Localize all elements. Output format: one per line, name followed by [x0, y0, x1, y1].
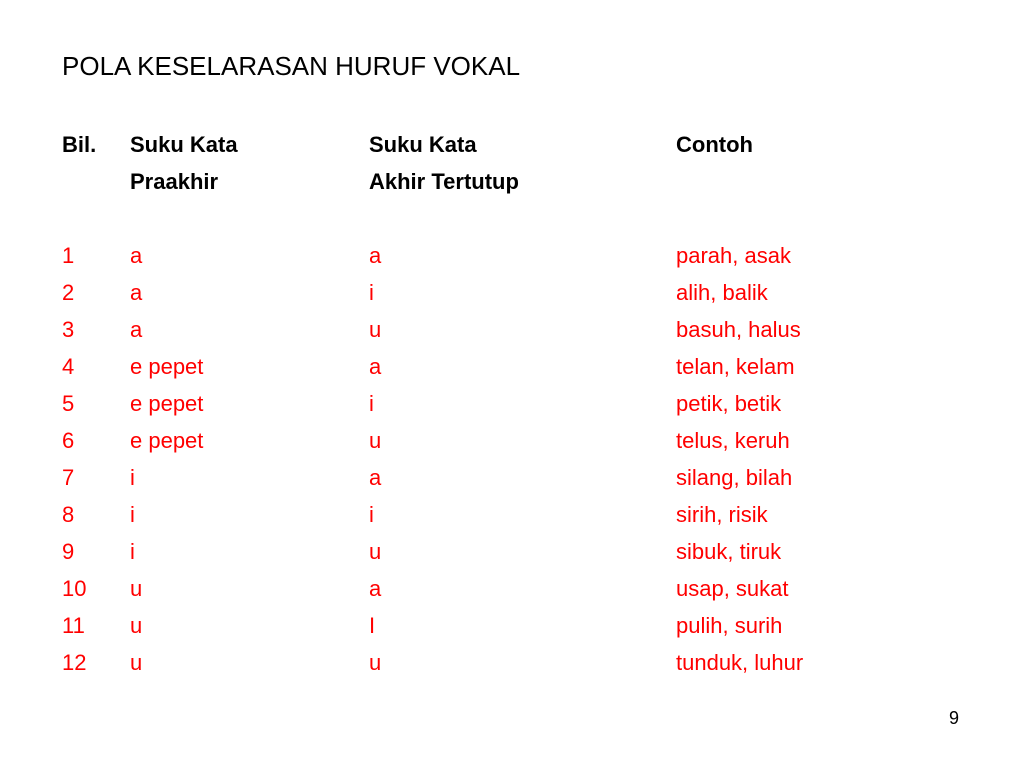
row-praakhir: i [130, 539, 135, 564]
row-number: 12 [62, 650, 87, 675]
row-contoh: pulih, surih [676, 613, 783, 638]
row-number: 3 [62, 317, 75, 342]
table-row [0, 426, 1024, 456]
table-row [0, 500, 1024, 530]
row-number: 5 [62, 391, 75, 416]
row-number: 1 [62, 243, 75, 268]
row-contoh: telus, keruh [676, 428, 790, 453]
row-contoh: tunduk, luhur [676, 650, 804, 675]
row-akhir: u [369, 317, 382, 342]
header-suku-kata-akhir-1: Suku Kata [369, 132, 477, 157]
row-praakhir: e pepet [130, 391, 204, 416]
row-contoh: usap, sukat [676, 576, 789, 601]
row-number: 9 [62, 539, 75, 564]
row-praakhir: i [130, 502, 135, 527]
row-akhir: a [369, 465, 382, 490]
page-number: 9 [949, 708, 960, 728]
row-akhir: a [369, 576, 382, 601]
row-contoh: petik, betik [676, 391, 782, 416]
table-row [0, 389, 1024, 419]
row-number: 11 [62, 613, 85, 638]
table-header-line-2 [0, 167, 1024, 197]
row-akhir: I [369, 613, 376, 638]
table-row [0, 574, 1024, 604]
row-number: 8 [62, 502, 75, 527]
row-number: 2 [62, 280, 75, 305]
row-contoh: telan, kelam [676, 354, 795, 379]
row-praakhir: u [130, 576, 143, 601]
row-akhir: i [369, 280, 374, 305]
table-row [0, 537, 1024, 567]
page-title: POLA KESELARASAN HURUF VOKAL [62, 51, 521, 81]
row-contoh: silang, bilah [676, 465, 793, 490]
row-praakhir: u [130, 613, 143, 638]
header-bil: Bil. [62, 132, 97, 157]
row-akhir: a [369, 354, 382, 379]
table-row [0, 241, 1024, 271]
row-praakhir: a [130, 280, 143, 305]
row-contoh: sibuk, tiruk [676, 539, 782, 564]
table-row [0, 648, 1024, 678]
row-praakhir: u [130, 650, 143, 675]
table-row [0, 278, 1024, 308]
row-number: 6 [62, 428, 75, 453]
row-contoh: sirih, risik [676, 502, 768, 527]
table-row [0, 463, 1024, 493]
row-akhir: u [369, 428, 382, 453]
row-praakhir: a [130, 317, 143, 342]
row-praakhir: i [130, 465, 135, 490]
row-akhir: u [369, 650, 382, 675]
row-praakhir: a [130, 243, 143, 268]
row-akhir: a [369, 243, 382, 268]
table-header-line-1 [0, 130, 1024, 160]
table-row [0, 315, 1024, 345]
row-akhir: i [369, 391, 374, 416]
row-akhir: u [369, 539, 382, 564]
table-row [0, 611, 1024, 641]
row-praakhir: e pepet [130, 428, 204, 453]
header-suku-kata-praakhir-1: Suku Kata [130, 132, 238, 157]
header-contoh: Contoh [676, 132, 753, 157]
table-row [0, 352, 1024, 382]
header-suku-kata-akhir-2: Akhir Tertutup [369, 169, 519, 194]
row-number: 7 [62, 465, 75, 490]
row-number: 4 [62, 354, 75, 379]
row-contoh: basuh, halus [676, 317, 801, 342]
row-contoh: alih, balik [676, 280, 768, 305]
header-suku-kata-praakhir-2: Praakhir [130, 169, 219, 194]
row-number: 10 [62, 576, 87, 601]
row-akhir: i [369, 502, 374, 527]
row-contoh: parah, asak [676, 243, 791, 268]
row-praakhir: e pepet [130, 354, 204, 379]
